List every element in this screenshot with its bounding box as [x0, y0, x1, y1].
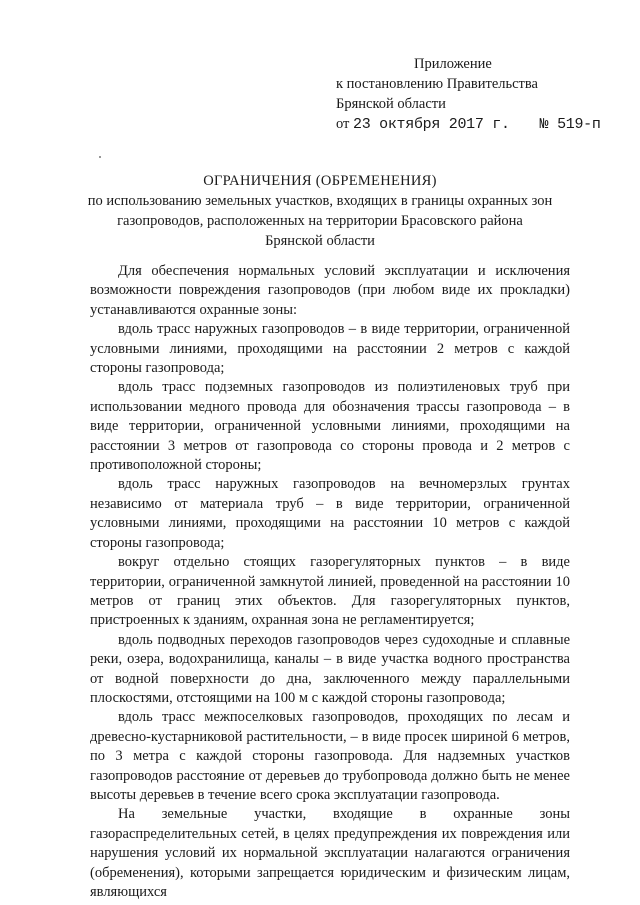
document-title [60, 171, 580, 251]
paragraph-permafrost-pipelines: вдоль трасс наружных газопроводов на вечномерзлых грунтах независимо от материала труб – в виде территории, ограниченной условными линиями, проходящими на расстоянии 10 метров с каждой стороны газопровода; [90, 476, 570, 551]
title-line-3: газопроводов, расположенных на территории Брасовского района [117, 213, 523, 229]
date-prefix: от [336, 116, 350, 132]
title-main: ОГРАНИЧЕНИЯ (ОБРЕМЕНЕНИЯ) [203, 173, 437, 189]
paragraph-underground-pipelines: вдоль трасс подземных газопроводов из полиэтиленовых труб при использовании медного провода для обозначения трассы газопровода – в виде территории, ограниченной условными линиями, проходящими на расстоянии 3 метров от газопровода со стороны провода и 2 метров с противоположной стороны; [90, 379, 570, 474]
scan-speck [99, 156, 101, 158]
document-body [90, 262, 570, 902]
paragraph-regulator-points: вокруг отдельно стоящих газорегуляторных пунктов – в виде территории, ограниченной замкнутой линией, проведенной на расстоянии 10 метров от границ этих объектов. Для газорегуляторных пунктов, пристроенных к зданиям, охранная зона не регламентируется; [90, 554, 570, 629]
resolution-number: № 519-п [539, 116, 601, 133]
paragraph-forest-pipelines: вдоль трасс межпоселковых газопроводов, проходящих по лесам и древесно-кустарниковой растительности, – в виде просек шириной 6 метров, по 3 метра с каждой стороны газопровода. Для надземных участков газопроводов расстояние от деревьев до трубопровода должно быть не менее высоты деревьев в течение всего срока эксплуатации газопровода. [90, 709, 570, 803]
title-line-4: Брянской области [265, 233, 375, 249]
appendix-header [336, 54, 601, 135]
appendix-region-line: Брянской области [336, 96, 446, 112]
appendix-label: Приложение [414, 56, 492, 72]
title-line-2: по использованию земельных участков, входящих в границы охранных зон [87, 193, 553, 209]
appendix-date-line [336, 114, 601, 135]
paragraph-underwater-crossings: вдоль подводных переходов газопроводов через судоходные и сплавные реки, озера, водохранилища, каналы – в виде участка водного пространства от водной поверхности до дна, заключенного между параллельными плоскостями, отстоящими на 100 м с каждой стороны газопровода; [90, 631, 570, 706]
paragraph-intro: Для обеспечения нормальных условий эксплуатации и исключения возможности повреждения газопроводов (при любом виде их прокладки) устанавливаются охранные зоны: [90, 263, 570, 318]
resolution-date: 23 октября 2017 г. [353, 116, 510, 133]
appendix-resolution-line: к постановлению Правительства [336, 76, 538, 92]
paragraph-restrictions: На земельные участки, входящие в охранные зоны газораспределительных сетей, в целях предупреждения их повреждения или нарушения условий их нормальной эксплуатации налагаются ограничения (обременения), которыми запрещается юридическим и физическим лицам, являющихся [90, 806, 570, 900]
paragraph-outdoor-pipelines: вдоль трасс наружных газопроводов – в виде территории, ограниченной условными линиями, проходящими на расстоянии 2 метров с каждой стороны газопровода; [90, 321, 570, 377]
